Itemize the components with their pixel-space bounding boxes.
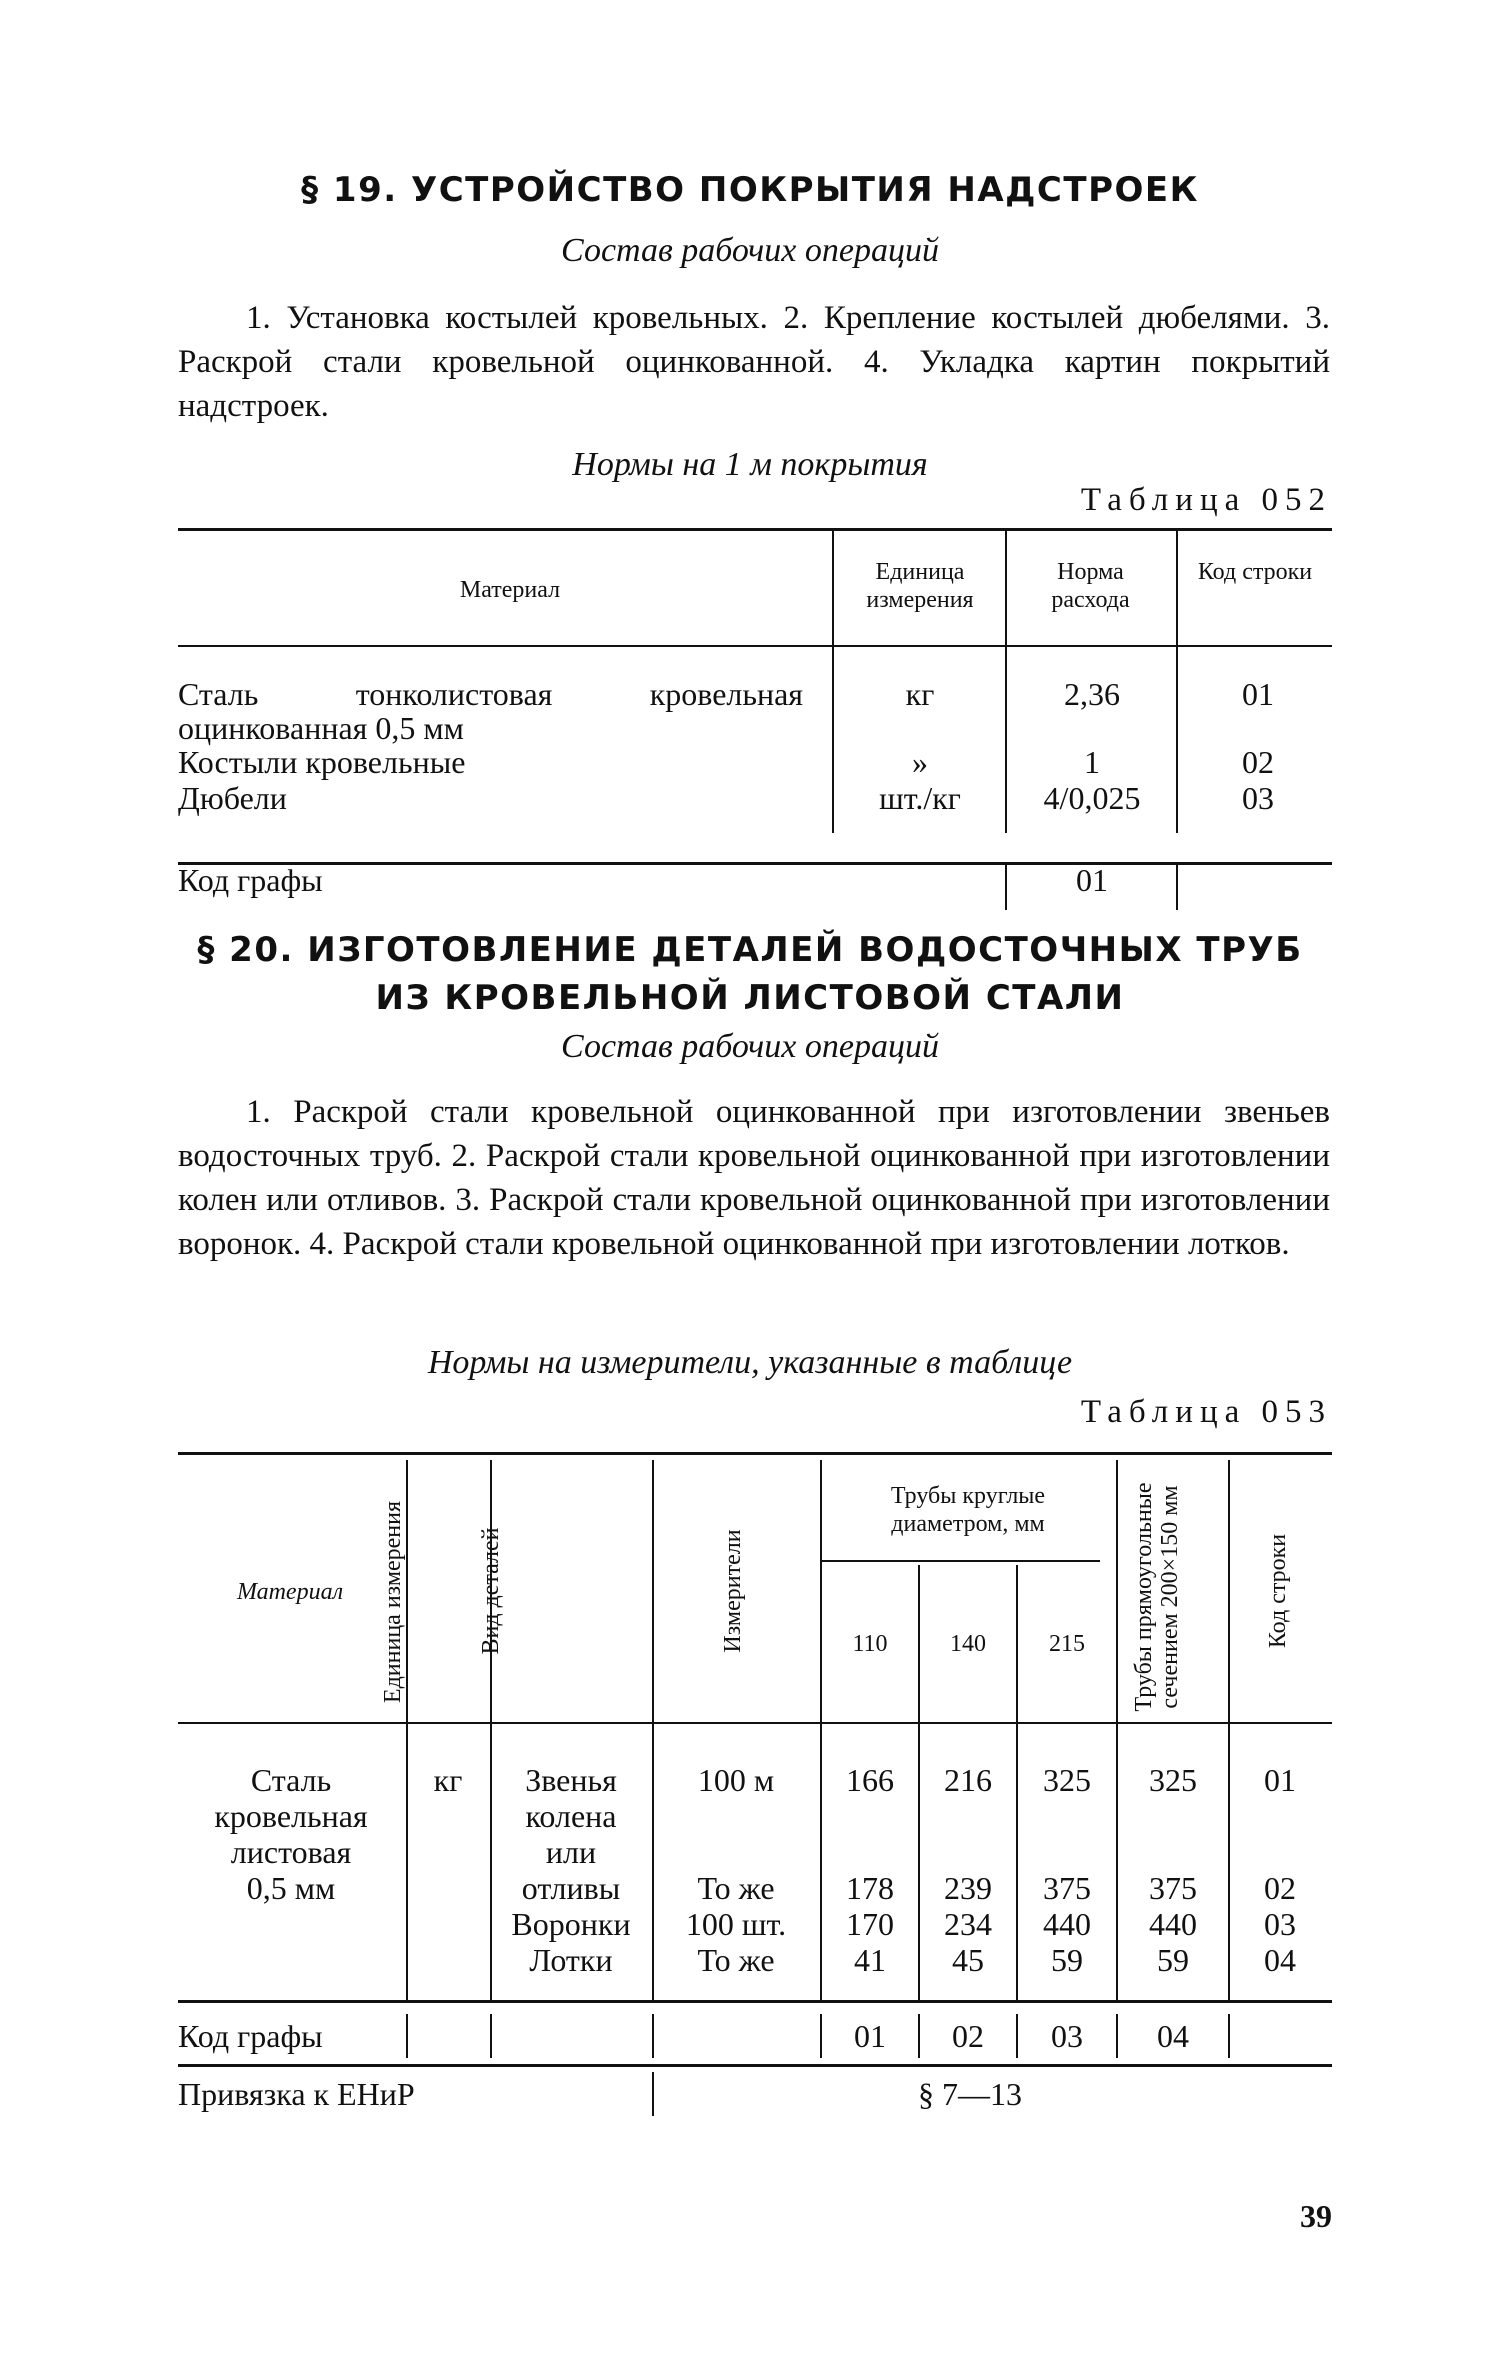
row-2-norm: 1 <box>1084 744 1100 780</box>
row-1-rect: 325 <box>1149 1762 1197 1798</box>
page-number: 39 <box>1300 2198 1332 2234</box>
row-4-rect: 375 <box>1149 1870 1197 1906</box>
row-1-d140: 216 <box>944 1762 992 1798</box>
row-6-d140: 45 <box>952 1942 984 1978</box>
row-5-rect: 440 <box>1149 1906 1197 1942</box>
row-1-material-line1: Сталь тонколистовая кровельная <box>178 676 803 712</box>
row-5-kind: Воронки <box>511 1906 631 1942</box>
row-1-code: 01 <box>1242 676 1274 712</box>
unit: кг <box>433 1762 463 1798</box>
footer-code: 01 <box>1076 862 1108 898</box>
row-6-kind: Лотки <box>529 1942 613 1978</box>
footer-code-01: 01 <box>854 2018 886 2054</box>
header-kind: Вид деталей <box>478 1527 504 1655</box>
header-round-pipes: Трубы круглые диаметром, мм <box>890 1483 1046 1537</box>
table-053-label: Таблица 053 <box>1080 1394 1332 1430</box>
enir-reference-value: § 7—13 <box>918 2076 1022 2112</box>
section-20-paragraph: 1. Раскрой стали кровельной оцинкованной при изготовлении звеньев водосточных труб. 2. Раскрой стали кровельной оцинкованной при изготовлении колен или отливов. 3. Раскрой стали кровельной оцинкованной при изготовлении воронок. 4. Раскрой стали кровельной оцинкованной при изготовлении лотков. <box>178 1094 1330 1262</box>
header-material: Материал <box>459 577 561 603</box>
footer-label: Код графы <box>178 2018 323 2054</box>
row-4-d140: 239 <box>944 1870 992 1906</box>
row-3-code: 03 <box>1242 780 1274 816</box>
row-4-kind: отливы <box>521 1870 621 1906</box>
header-unit: Единица измерения <box>380 1500 406 1704</box>
row-6-code: 04 <box>1264 1942 1296 1978</box>
material-line2: кровельная <box>214 1798 368 1834</box>
row-6-meter: То же <box>697 1942 775 1978</box>
header-d110: 110 <box>852 1631 888 1657</box>
footer-label: Код графы <box>178 862 323 898</box>
material-line4: 0,5 мм <box>246 1870 336 1906</box>
row-1-meter: 100 м <box>697 1762 775 1798</box>
header-code: Код строки <box>1197 559 1313 585</box>
header-norm: Норма расхода <box>1051 559 1130 613</box>
row-5-d110: 170 <box>846 1906 894 1942</box>
material-line3: листовая <box>230 1834 352 1870</box>
row-3-kind: или <box>545 1834 597 1870</box>
row-1-kind: Звенья <box>525 1762 617 1798</box>
table-053-caption: Нормы на измерители, указанные в таблице <box>427 1344 1073 1381</box>
row-3-material: Дюбели <box>178 780 287 816</box>
table-052-label: Таблица 052 <box>1080 482 1332 518</box>
footer-code-03: 03 <box>1051 2018 1083 2054</box>
row-6-rect: 59 <box>1157 1942 1189 1978</box>
row-1-material-line2: оцинкованная 0,5 мм <box>178 710 464 746</box>
row-1-code: 01 <box>1264 1762 1296 1798</box>
header-d215: 215 <box>1049 1631 1085 1657</box>
row-6-d215: 59 <box>1051 1942 1083 1978</box>
enir-reference-label: Привязка к ЕНиР <box>178 2076 415 2112</box>
row-5-d140: 234 <box>944 1906 992 1942</box>
row-3-unit: шт./кг <box>879 780 961 816</box>
section-19-title: § 19. УСТРОЙСТВО ПОКРЫТИЯ НАДСТРОЕК <box>301 170 1199 210</box>
row-4-meter: То же <box>697 1870 775 1906</box>
row-1-unit: кг <box>905 676 935 712</box>
row-1-d110: 166 <box>846 1762 894 1798</box>
row-5-code: 03 <box>1264 1906 1296 1942</box>
row-4-code: 02 <box>1264 1870 1296 1906</box>
row-5-d215: 440 <box>1043 1906 1091 1942</box>
header-material: Материал <box>236 1579 344 1605</box>
material-line1: Сталь <box>250 1762 332 1798</box>
row-2-kind: колена <box>525 1798 617 1834</box>
section-20-title-line2: ИЗ КРОВЕЛЬНОЙ ЛИСТОВОЙ СТАЛИ <box>375 978 1125 1018</box>
section-19-subtitle: Состав рабочих операций <box>561 232 939 269</box>
row-2-unit: » <box>912 744 928 780</box>
row-6-d110: 41 <box>854 1942 886 1978</box>
table-052-caption: Нормы на 1 м покрытия <box>572 446 928 483</box>
row-1-norm: 2,36 <box>1064 676 1120 712</box>
row-4-d215: 375 <box>1043 1870 1091 1906</box>
section-20-subtitle: Состав рабочих операций <box>561 1028 939 1065</box>
section-19-paragraph: 1. Установка костылей кровельных. 2. Крепление костылей дюбелями. 3. Раскрой стали кровельной оцинкованной. 4. Укладка картин покрытий надстроек. <box>178 300 1330 424</box>
row-3-norm: 4/0,025 <box>1043 780 1141 816</box>
header-unit: Единица измерения <box>866 559 974 613</box>
footer-code-04: 04 <box>1157 2018 1189 2054</box>
header-code: Код строки <box>1265 1533 1291 1649</box>
row-4-d110: 178 <box>846 1870 894 1906</box>
footer-code-02: 02 <box>952 2018 984 2054</box>
header-d140: 140 <box>950 1631 986 1657</box>
header-rect-pipes: Трубы прямоугольные сечением 200×150 мм <box>1131 1482 1183 1712</box>
header-meter: Измерители <box>720 1529 746 1653</box>
row-5-meter: 100 шт. <box>685 1906 787 1942</box>
row-2-material: Костыли кровельные <box>178 744 466 780</box>
row-2-code: 02 <box>1242 744 1274 780</box>
section-20-title-line1: § 20. ИЗГОТОВЛЕНИЕ ДЕТАЛЕЙ ВОДОСТОЧНЫХ ТРУБ <box>197 930 1303 970</box>
row-1-d215: 325 <box>1043 1762 1091 1798</box>
